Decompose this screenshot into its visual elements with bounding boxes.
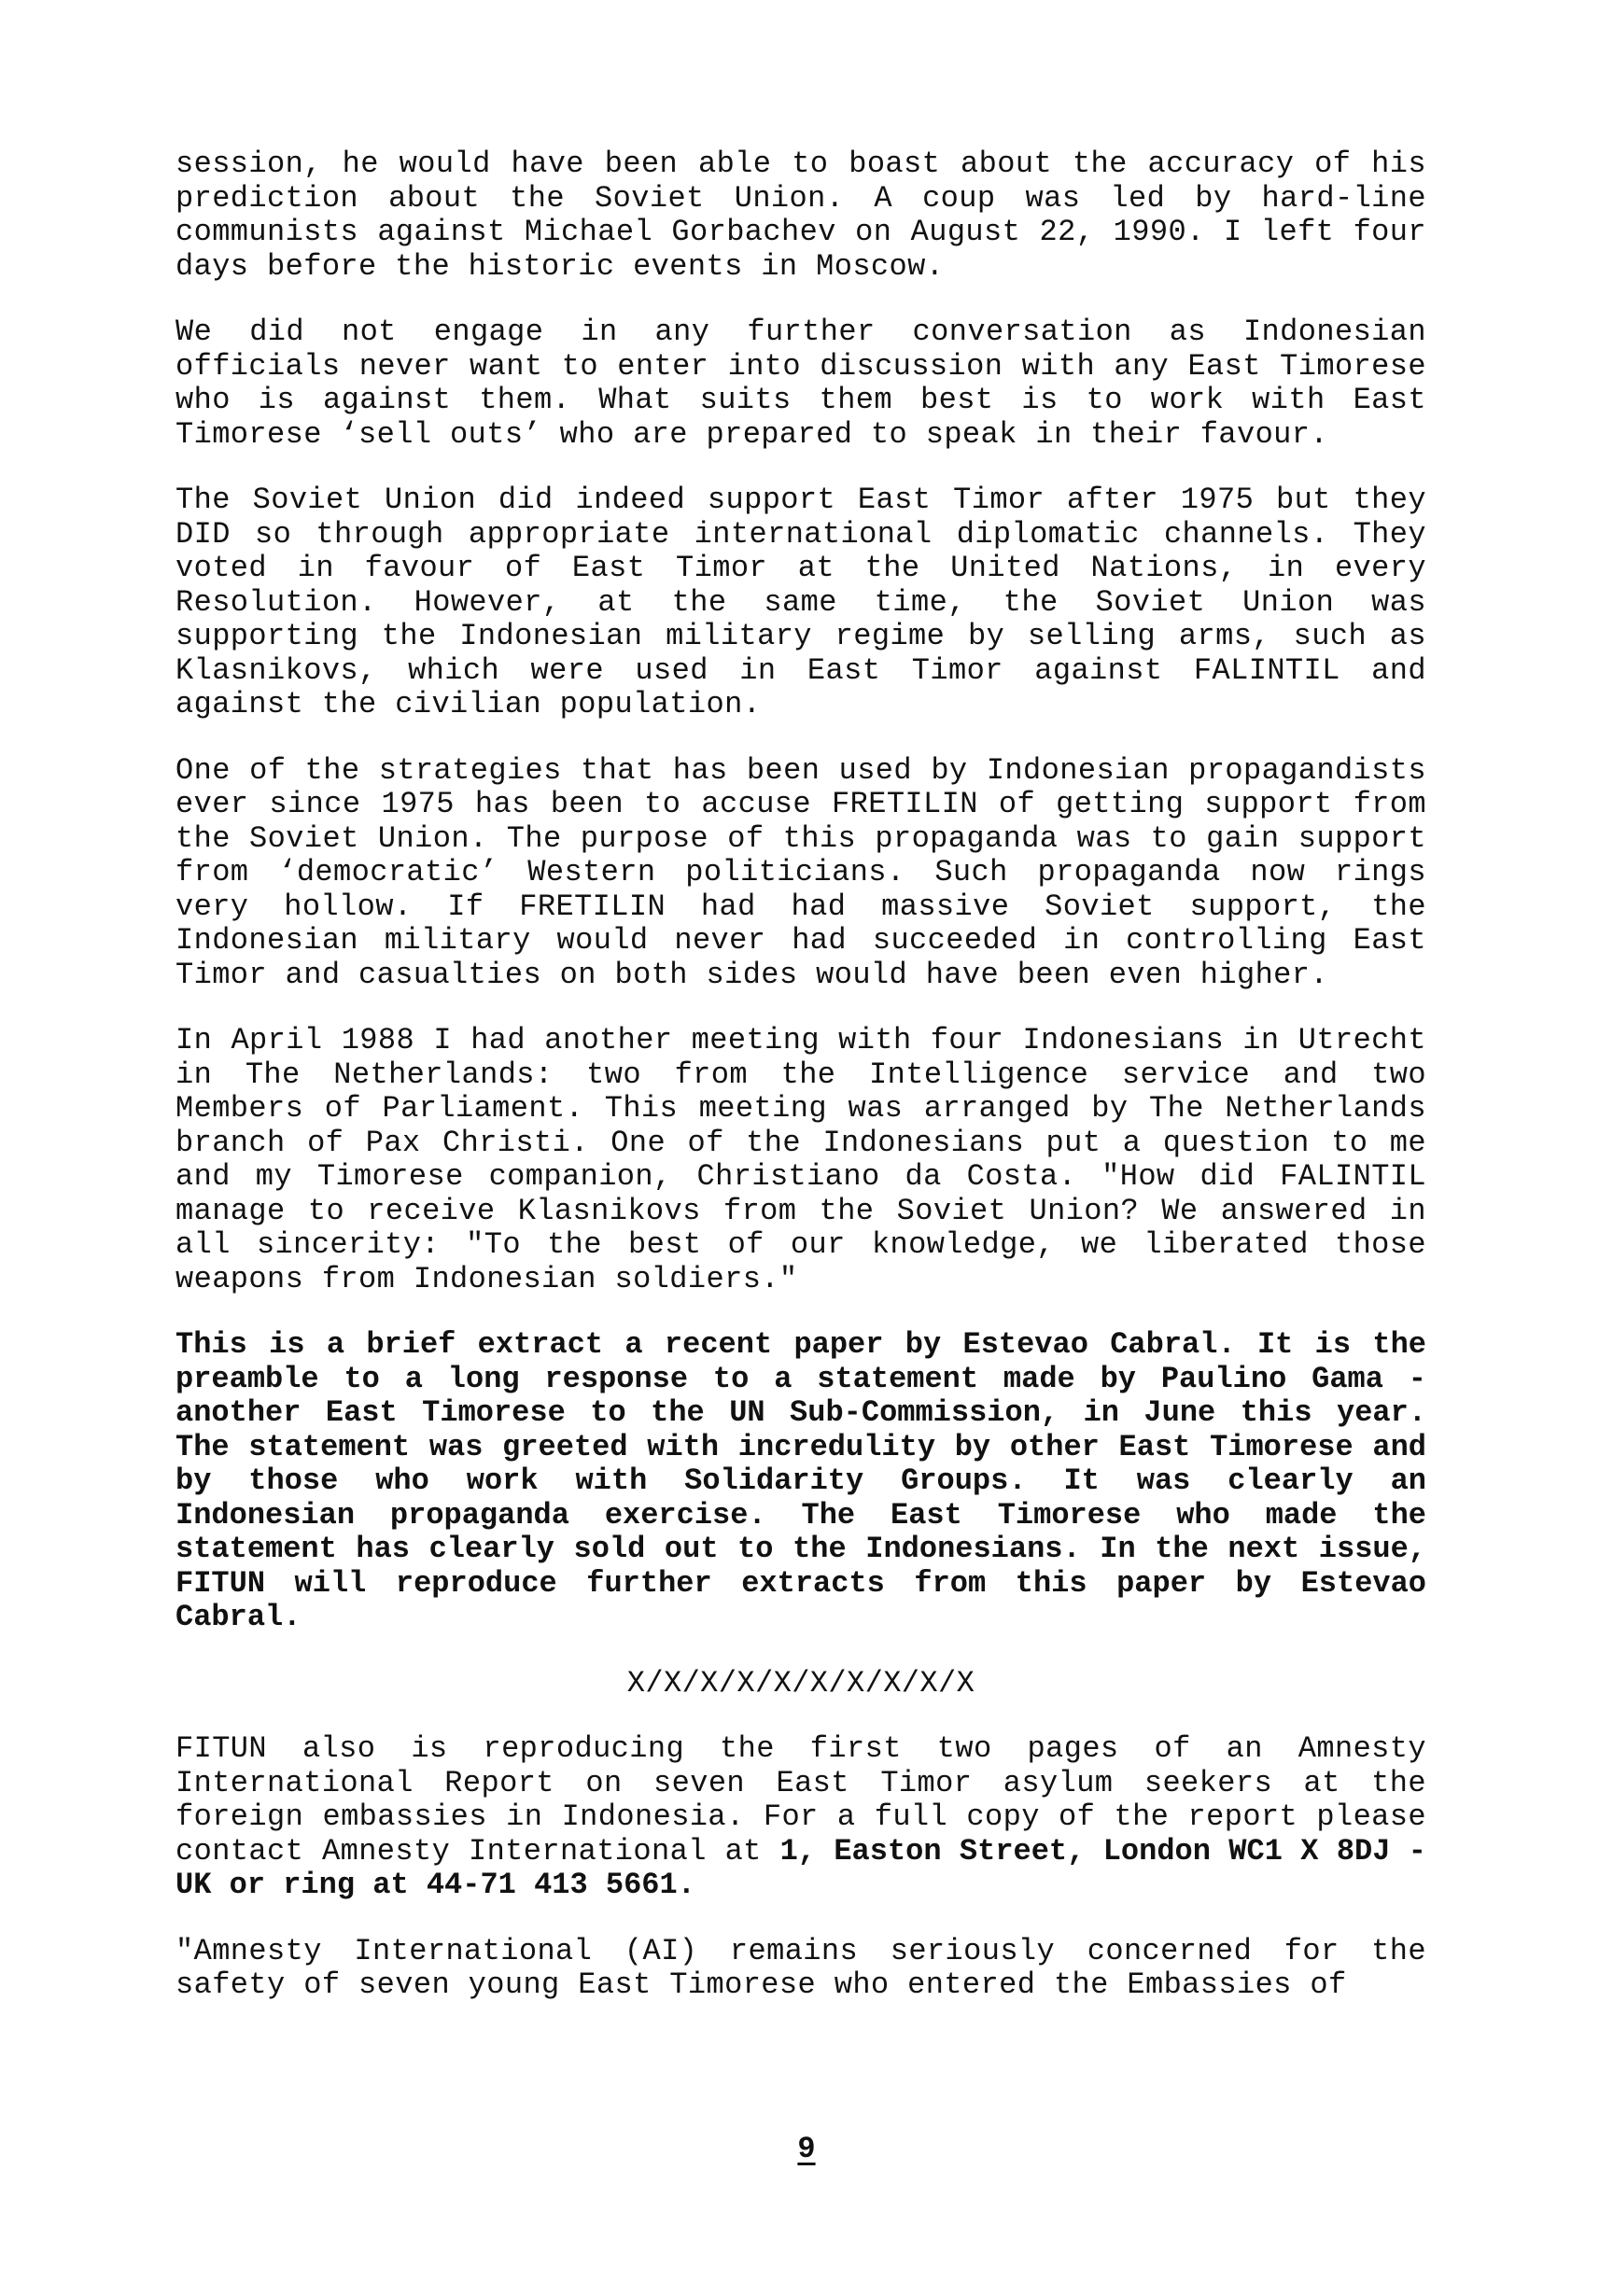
paragraph-soviet-support: The Soviet Union did indeed support East Timor after 1975 but they DID so through appropriate international diplomatic channels. They voted in favour of East Timor at the United Nations, in every Resolution. However, at the same time, the Soviet Union was supporting the Indonesian military regime by selling arms, such as Klasnikovs, which were used in East Timor against FALINTIL and against the civilian population. [175,483,1426,721]
amnesty-quote: "Amnesty International (AI) remains seriously concerned for the safety of seven young East Timorese who entered the Embassies of [175,1933,1426,2002]
amnesty-intro [175,1732,1426,1903]
page-number [0,2132,1613,2166]
paragraph-conversation: We did not engage in any further conversation as Indonesian officials never want to enter into discussion with any East Timorese who is against them. What suits them best is to work with East Timorese ‘sell outs’ who are prepared to speak in their favour. [175,315,1426,452]
paragraph-coup: session, he would have been able to boast about the accuracy of his prediction about the Soviet Union. A coup was led by hard-line communists against Michael Gorbachev on August 22, 1990. I left four days before the historic events in Moscow. [175,147,1426,284]
amnesty-intro-text: FITUN also is reproducing the first two pages of an Amnesty International Report on seven East Timor asylum seekers at the foreign embassies in Indonesia. For a full copy of the report please contact Amnesty International at [175,1731,1426,1869]
page-number-value: 9 [797,2132,816,2166]
editor-note: This is a brief extract a recent paper by Estevao Cabral. It is the preamble to a long response to a statement made by Paulino Gama - another East Timorese to the UN Sub-Commission, in June this year. The statement was greeted with incredulity by other East Timorese and by those who work with Solidarity Groups. It was clearly an Indonesian propaganda exercise. The East Timorese who made the statement has clearly sold out to the Indonesians. In the next issue, FITUN will reproduce further extracts from this paper by Estevao Cabral. [175,1327,1426,1634]
section-separator: X/X/X/X/X/X/X/X/X/X [626,1665,975,1701]
amnesty-contact: 1, Easton Street, London WC1 X 8DJ - UK or ring at 44-71 413 5661. [175,1833,1427,1902]
document-body [175,147,1426,2035]
paragraph-utrecht-meeting: In April 1988 I had another meeting with four Indonesians in Utrecht in The Netherlands: two from the Intelligence service and two Members of Parliament. This meeting was arranged by The Netherlands branch of Pax Christi. One of the Indonesians put a question to me and my Timorese companion, Christiano da Costa. "How did FALINTIL manage to receive Klasnikovs from the Soviet Union? We answered in all sincerity: "To the best of our knowledge, we liberated those weapons from Indonesian soldiers." [175,1023,1426,1296]
paragraph-propaganda: One of the strategies that has been used by Indonesian propagandists ever since 1975 has been to accuse FRETILIN of getting support from the Soviet Union. The purpose of this propaganda was to gain support from ‘democratic’ Western politicians. Such propaganda now rings very hollow. If FRETILIN had had massive Soviet support, the Indonesian military would never had succeeded in controlling East Timor and casualties on both sides would have been even higher. [175,752,1426,992]
